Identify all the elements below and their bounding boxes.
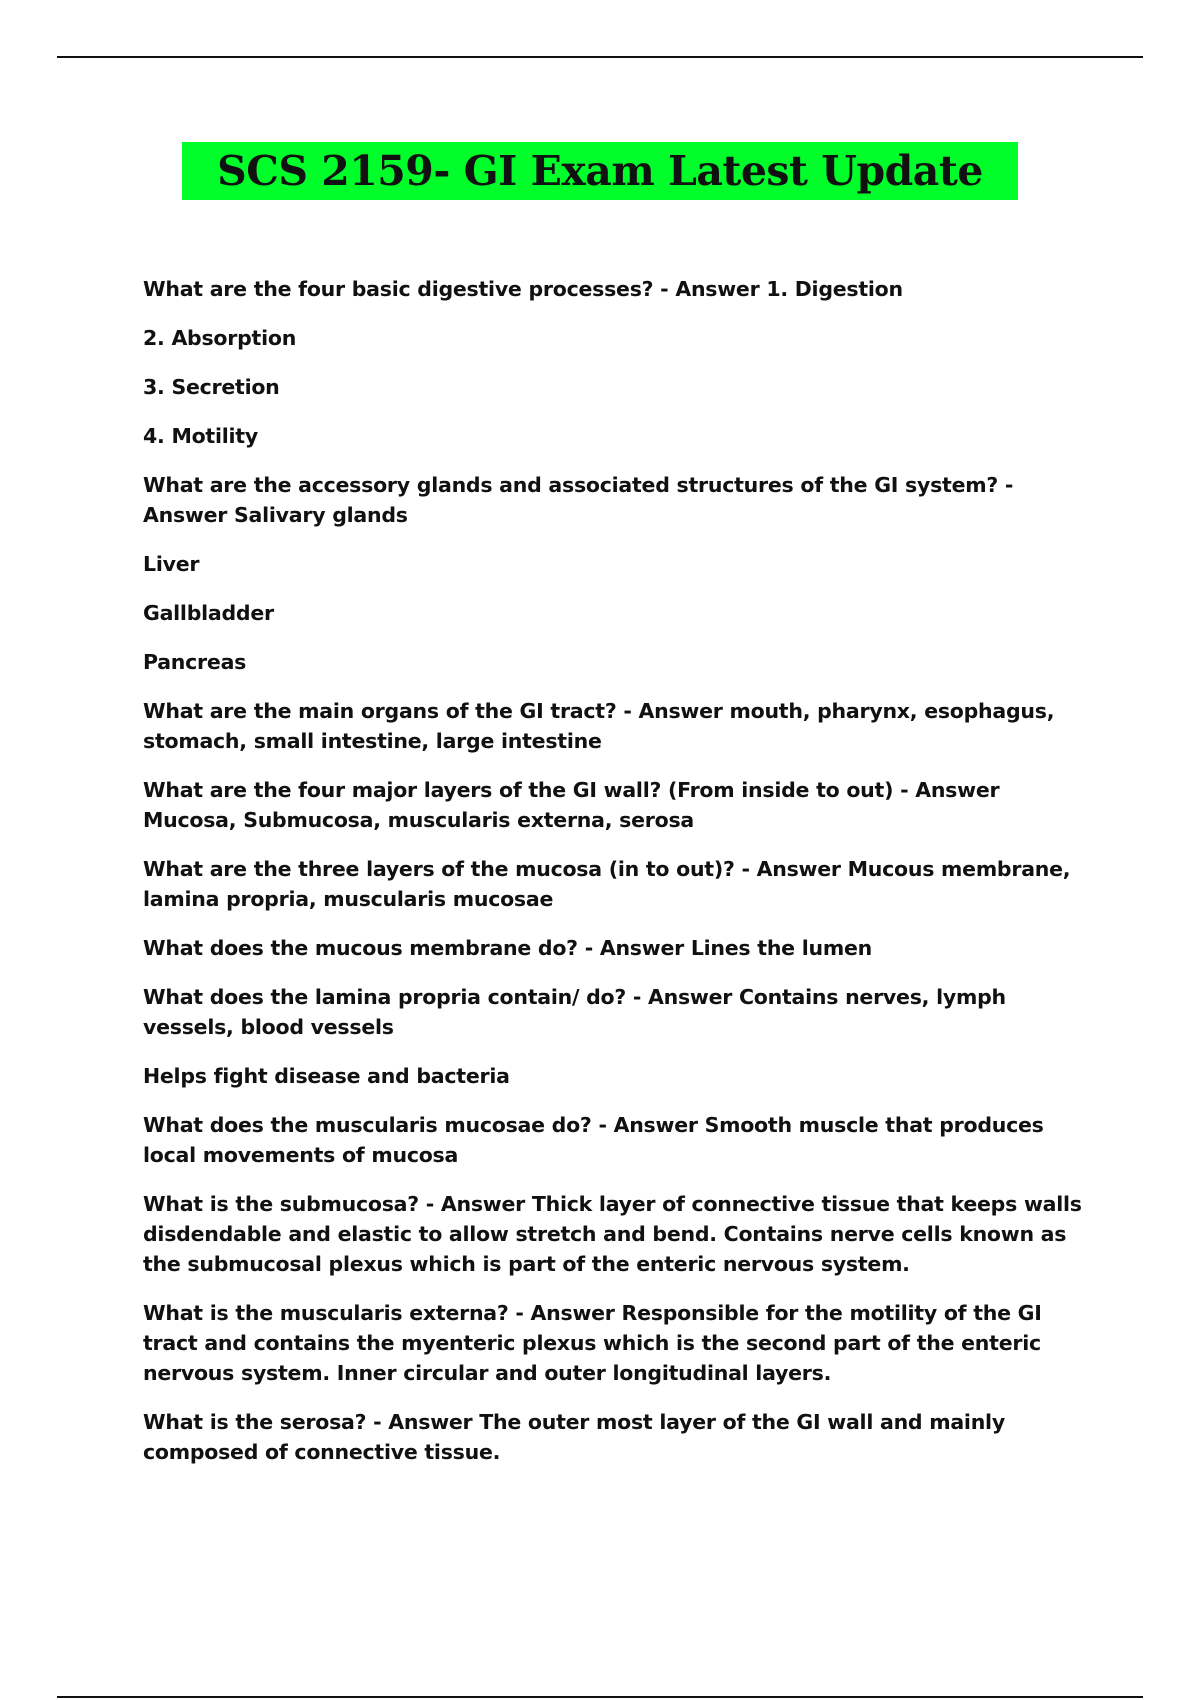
document-body xyxy=(143,274,1093,1486)
header-rule xyxy=(57,56,1143,58)
paragraph: 3. Secretion xyxy=(143,375,280,399)
paragraph: Pancreas xyxy=(143,650,247,674)
paragraph: Gallbladder xyxy=(143,601,274,625)
paragraph: What does the muscularis mucosae do? - Answer Smooth muscle that produces local movements of mucosa xyxy=(143,1113,1044,1167)
paragraph: 4. Motility xyxy=(143,424,258,448)
paragraph: 2. Absorption xyxy=(143,326,297,350)
paragraph: What is the muscularis externa? - Answer Responsible for the motility of the GI tract and contains the myenteric plexus which is the second part of the enteric nervous system. Inner circular and outer longitudinal layers. xyxy=(143,1301,1042,1385)
paragraph: What are the accessory glands and associated structures of the GI system? - Answer Salivary glands xyxy=(143,473,1014,527)
paragraph: What does the mucous membrane do? - Answer Lines the lumen xyxy=(143,936,872,960)
paragraph: What are the four major layers of the GI wall? (From inside to out) - Answer Mucosa, Submucosa, muscularis externa, serosa xyxy=(143,778,1000,832)
paragraph: What are the four basic digestive processes? - Answer 1. Digestion xyxy=(143,277,903,301)
paragraph: Helps fight disease and bacteria xyxy=(143,1064,510,1088)
paragraph: What are the three layers of the mucosa (in to out)? - Answer Mucous membrane, lamina propria, muscularis mucosae xyxy=(143,857,1071,911)
paragraph: Liver xyxy=(143,552,200,576)
document-title: SCS 2159- GI Exam Latest Update xyxy=(182,142,1018,200)
footer-rule xyxy=(57,1696,1143,1698)
title-area xyxy=(0,142,1200,200)
paragraph: What does the lamina propria contain/ do? - Answer Contains nerves, lymph vessels, blood vessels xyxy=(143,985,1006,1039)
paragraph: What are the main organs of the GI tract? - Answer mouth, pharynx, esophagus, stomach, small intestine, large intestine xyxy=(143,699,1055,753)
paragraph: What is the submucosa? - Answer Thick layer of connective tissue that keeps walls disdendable and elastic to allow stretch and bend. Contains nerve cells known as the submucosal plexus which is part of the enteric nervous system. xyxy=(143,1192,1082,1276)
paragraph: What is the serosa? - Answer The outer most layer of the GI wall and mainly composed of connective tissue. xyxy=(143,1410,1005,1464)
